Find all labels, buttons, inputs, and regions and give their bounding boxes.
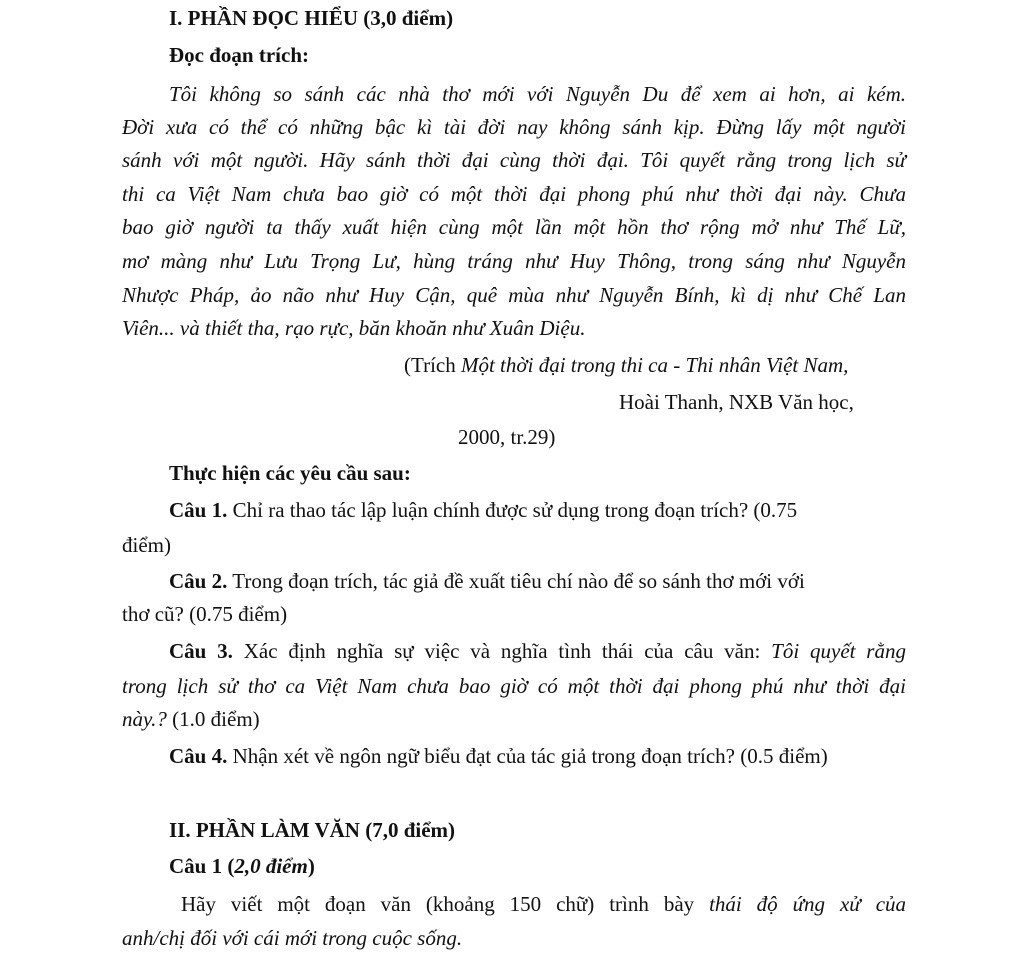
citation-year: 2000, tr.29) bbox=[458, 425, 556, 449]
question-1-cont: điểm) bbox=[122, 533, 171, 557]
essay-close: ) bbox=[307, 854, 315, 878]
essay-prompt bbox=[181, 891, 906, 917]
question-3-quote-cont: trong lịch sử thơ ca Việt Nam chưa bao giờ có một thời đại phong phú như thời đại bbox=[122, 674, 906, 698]
section2-heading: II. PHẦN LÀM VĂN (7,0 điểm) bbox=[169, 818, 456, 842]
passage-line: Viên... và thiết tha, rạo rực, băn khoăn như Xuân Diệu. bbox=[122, 316, 586, 340]
passage-line: bao giờ người ta thấy xuất hiện cùng một lần một hồn thơ rộng mở như Thế Lữ, bbox=[122, 215, 906, 239]
passage-line: Tôi không so sánh các nhà thơ mới với Nguyễn Du để xem ai hơn, ai kém. bbox=[169, 82, 906, 106]
question-text: Nhận xét về ngôn ngữ biểu đạt của tác giả trong đoạn trích? (0.5 điểm) bbox=[227, 744, 828, 768]
question-3 bbox=[169, 638, 906, 664]
essay-question-1 bbox=[169, 853, 315, 879]
question-quote-end: này.? bbox=[122, 707, 167, 731]
essay-prompt-cont: anh/chị đối với cái mới trong cuộc sống. bbox=[122, 926, 463, 950]
task-heading: Thực hiện các yêu cầu sau: bbox=[169, 461, 411, 485]
question-3-end bbox=[122, 706, 260, 732]
citation-open: (Trích bbox=[404, 353, 461, 377]
passage-line: Nhược Pháp, ảo não như Huy Cận, quê mùa như Nguyễn Bính, kì dị như Chế Lan bbox=[122, 283, 906, 307]
passage-line: thi ca Việt Nam chưa bao giờ có một thời đại phong phú như thời đại này. Chưa bbox=[122, 182, 906, 206]
essay-label: Câu 1 ( bbox=[169, 854, 235, 878]
question-label: Câu 3. bbox=[169, 639, 233, 663]
reading-instruction: Đọc đoạn trích: bbox=[169, 43, 309, 67]
question-label: Câu 4. bbox=[169, 744, 228, 768]
citation-author: Hoài Thanh, NXB Văn học, bbox=[619, 390, 854, 414]
question-text: Trong đoạn trích, tác giả đề xuất tiêu chí nào để so sánh thơ mới với bbox=[227, 569, 805, 593]
citation-line bbox=[404, 352, 848, 378]
question-2-cont: thơ cũ? (0.75 điểm) bbox=[122, 602, 288, 626]
passage-line: Đời xưa có thể có những bậc kì tài đời nay không sánh kịp. Đừng lấy một người bbox=[122, 115, 906, 139]
question-label: Câu 1. bbox=[169, 498, 228, 522]
section1-heading: I. PHẦN ĐỌC HIỂU (3,0 điểm) bbox=[169, 6, 454, 30]
question-4 bbox=[169, 743, 828, 769]
passage-line: sánh với một người. Hãy sánh thời đại cùng thời đại. Tôi quyết rằng trong lịch sử bbox=[122, 148, 906, 172]
question-1 bbox=[169, 497, 797, 523]
citation-work-title: Một thời đại trong thi ca - Thi nhân Việt Nam, bbox=[460, 353, 849, 377]
question-quote: Tôi quyết rằng bbox=[771, 639, 906, 663]
question-2 bbox=[169, 568, 805, 594]
question-text: Xác định nghĩa sự việc và nghĩa tình thái của câu văn: bbox=[232, 639, 772, 663]
question-text: Chỉ ra thao tác lập luận chính được sử dụng trong đoạn trích? (0.75 bbox=[227, 498, 798, 522]
passage-line: mơ màng như Lưu Trọng Lư, hùng tráng như Huy Thông, trong sáng như Nguyễn bbox=[122, 249, 906, 273]
essay-prompt-text: Hãy viết một đoạn văn (khoảng 150 chữ) trình bày bbox=[181, 892, 710, 916]
essay-points: 2,0 điểm bbox=[234, 854, 308, 878]
question-points: (1.0 điểm) bbox=[166, 707, 260, 731]
question-label: Câu 2. bbox=[169, 569, 228, 593]
essay-prompt-italic: thái độ ứng xử của bbox=[709, 892, 907, 916]
